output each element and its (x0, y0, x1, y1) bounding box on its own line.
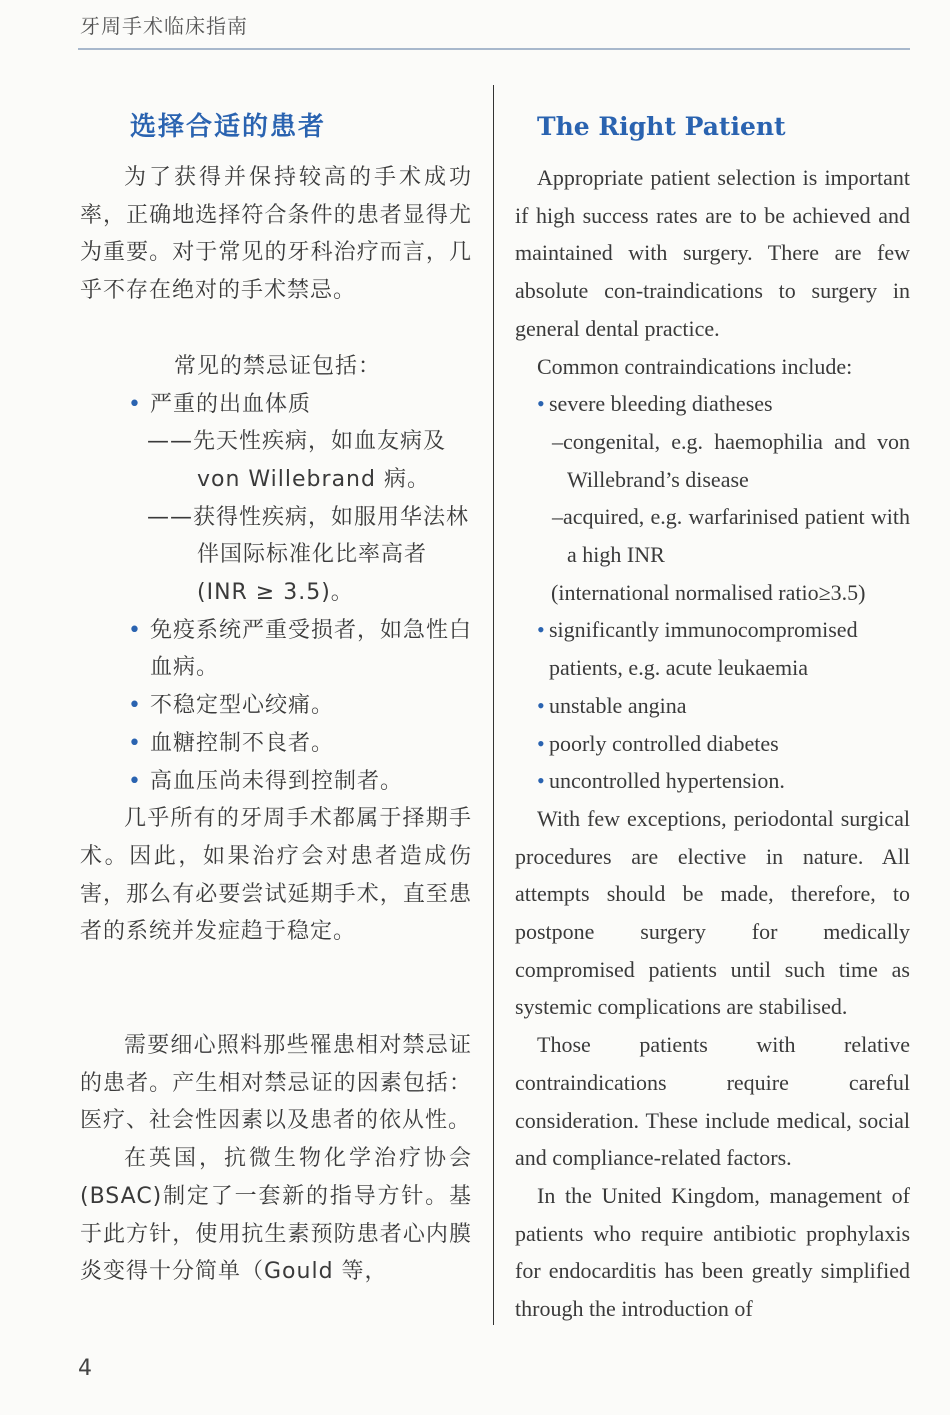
en-list-subitem-congenital: –congenital, e.g. haemophilia and von Willebrand’s disease (552, 428, 910, 492)
en-list-item-angina: • unstable angina (515, 687, 910, 725)
en-list-item-hypertension: • uncontrolled hypertension. (515, 762, 910, 800)
chinese-column (80, 105, 472, 1291)
en-list-item-diabetes: • poorly controlled diabetes (515, 725, 910, 763)
zh-contraindication-list (80, 386, 472, 801)
en-elective-paragraph: With few exceptions, periodontal surgical procedures are elective in nature. All attempts should be made, therefore, to postpone surgery for medically compromised patients until such time as systemic complications are stabilised. (515, 805, 910, 1020)
zh-list-subitem-acquired: ——获得性疾病，如服用华法林伴国际标准化比率高者(INR ≥ 3.5)。 (147, 504, 470, 606)
running-header: 牙周手术临床指南 (80, 14, 248, 38)
zh-heading: 选择合适的患者 (130, 112, 327, 142)
en-intro-paragraph: Appropriate patient selection is important if high success rates are to be achieved and maintained with surgery. There are few absolute con-traindications to surgery in general dental practice. (515, 165, 910, 341)
zh-list-item-diabetes: • 血糖控制不良者。 (80, 725, 472, 763)
en-uk-paragraph: In the United Kingdom, management of patients who require antibiotic prophylaxis for endocarditis has been greatly simplified through the introduction of (515, 1182, 910, 1322)
zh-list-item-angina: • 不稳定型心绞痛。 (80, 687, 472, 725)
en-list-item-bleeding: • severe bleeding diatheses (515, 385, 910, 423)
en-contraindications-lead: Common contraindications include: (537, 353, 853, 379)
en-relative-paragraph: Those patients with relative contraindications require careful consideration. These include medical, social and compliance-related factors. (515, 1032, 910, 1171)
zh-list-item-bleeding: • 严重的出血体质 (80, 386, 472, 424)
column-divider (493, 85, 494, 1325)
page-number: 4 (78, 1356, 92, 1381)
zh-intro-paragraph: 为了获得并保持较高的手术成功率，正确地选择符合条件的患者显得尤为重要。对于常见的牙科治疗而言，几乎不存在绝对的手术禁忌。 (80, 165, 472, 304)
zh-list-item-hypertension: • 高血压尚未得到控制者。 (80, 763, 472, 801)
zh-uk-paragraph: 在英国，抗微生物化学治疗协会(BSAC)制定了一套新的指导方针。基于此方针，使用抗生素预防患者心内膜炎变得十分简单（Gould 等， (80, 1146, 472, 1285)
header-rule (78, 48, 910, 50)
english-column (515, 105, 910, 1328)
zh-list-subitem-congenital: ——先天性疾病，如血友病及von Willebrand 病。 (147, 429, 447, 492)
en-contraindication-list (515, 385, 910, 800)
en-list-subitem-acquired: –acquired, e.g. warfarinised patient with a high INR (552, 504, 910, 568)
zh-relative-paragraph: 需要细心照料那些罹患相对禁忌证的患者。产生相对禁忌证的因素包括：医疗、社会性因素以及患者的依从性。 (80, 1033, 472, 1134)
en-heading: The Right Patient (537, 112, 786, 141)
en-list-inr-note: (international normalised ratio≥3.5) (551, 579, 866, 605)
zh-elective-paragraph: 几乎所有的牙周手术都属于择期手术。因此，如果治疗会对患者造成伤害，那么有必要尝试延期手术，直至患者的系统并发症趋于稳定。 (80, 806, 472, 945)
zh-contraindications-lead: 常见的禁忌证包括： (174, 353, 382, 379)
en-list-item-immuno: • significantly immunocompromised patients, e.g. acute leukaemia (515, 611, 910, 686)
zh-list-item-immuno: • 免疫系统严重受损者，如急性白血病。 (80, 612, 472, 687)
